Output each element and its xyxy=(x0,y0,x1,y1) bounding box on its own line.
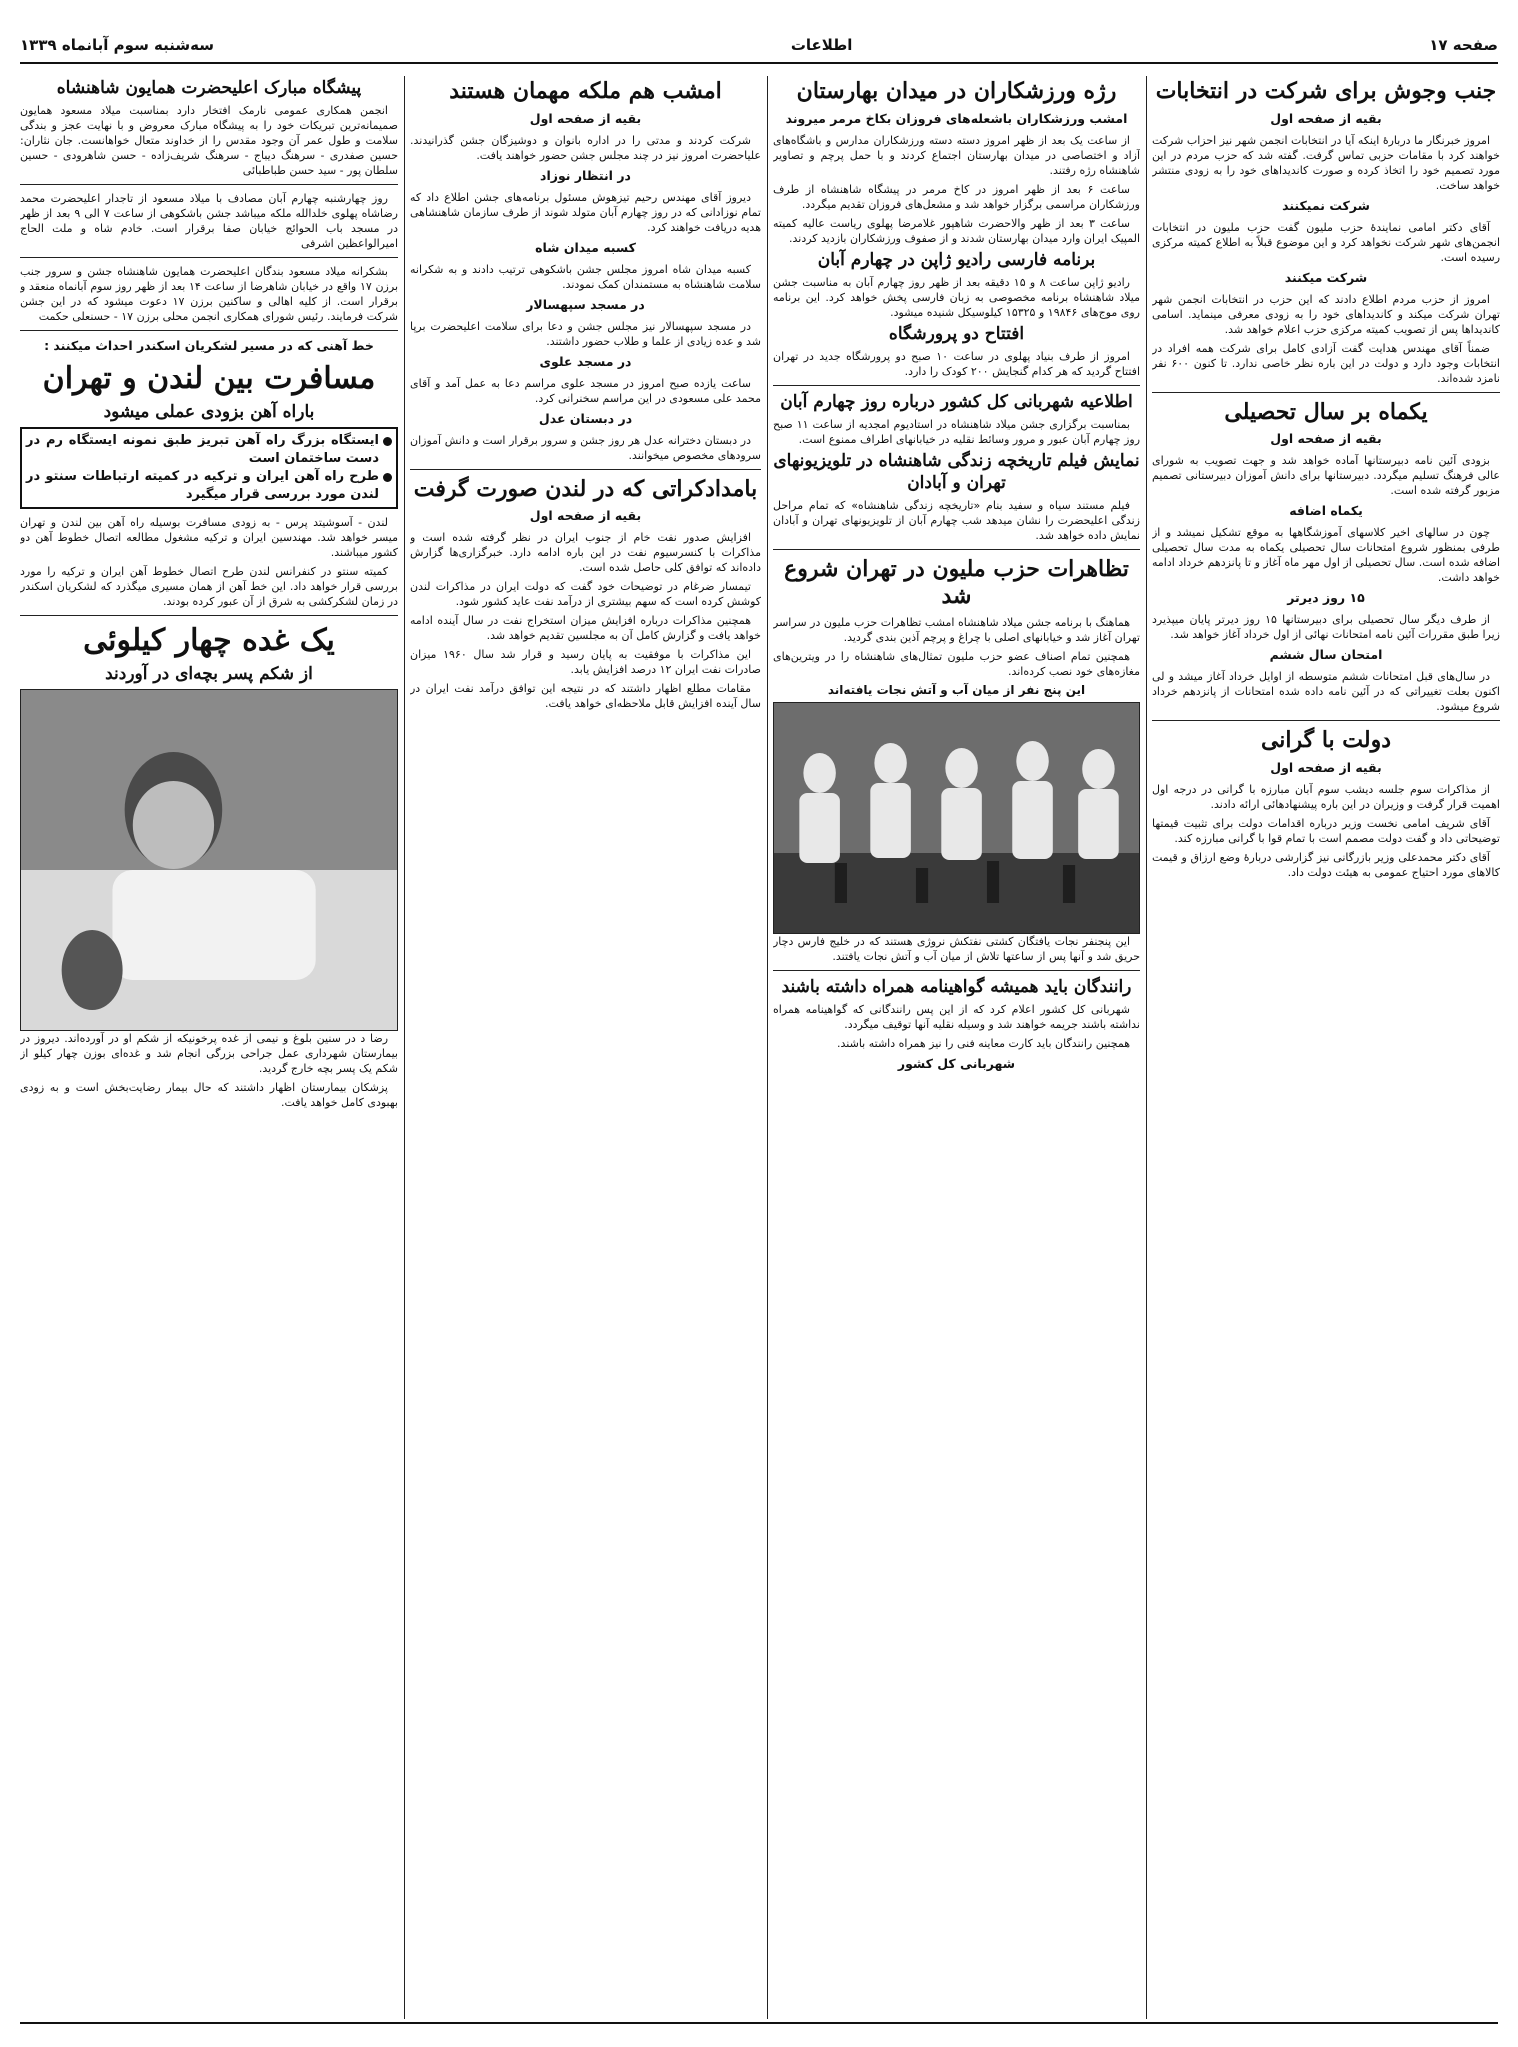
headline-parade: رژه ورزشکاران در میدان بهارستان xyxy=(796,78,1117,104)
section-rule xyxy=(20,257,398,258)
article-paragraph: آقای دکتر محمدعلی وزیر بازرگانی نیز گزارشی دربارهٔ وضع ارزاق و قیمت کالاهای مورد احتیاج عمومی به هیئت دولت داد. xyxy=(1152,850,1500,879)
section-rule xyxy=(20,184,398,185)
article-paragraph: لندن - آسوشیتد پرس - به زودی مسافرت بوسیله راه آهن بین لندن و تهران میسر خواهد شد. مهندسین ایران و ترکیه مشغول مطالعه اتصال خطوط آهن دو کشور میباشند. xyxy=(20,516,398,559)
section-rule xyxy=(1152,392,1500,393)
bullet-item xyxy=(26,468,392,504)
headline-party-rally: تظاهرات حزب ملیون در تهران شروع شد xyxy=(784,555,1129,610)
article-paragraph: دیروز آقای مهندس رحیم تیزهوش مسئول برنامه‌های جشن اطلاع داد که تمام نوزادانی که در روز چهارم آبان متولد شوند از طرف سازمان شاهنشاهی هدیه دریافت خواهند کرد. xyxy=(410,190,761,234)
article-paragraph: بزودی آئین نامه دبیرستانها آماده خواهد شد و جهت تصویب به شورای عالی فرهنگ تسلیم میگردد. دبیرستانها برای دانش آموزان دبیرستانی تصمیم مزبور گرفته شده است. xyxy=(1152,454,1500,497)
article-paragraph: شهربانی کل کشور اعلام کرد که از این پس رانندگانی که گواهینامه همراه نداشته باشند جریمه خواهند شد و وسیله نقلیه آنها توقیف میگردد. xyxy=(773,1003,1140,1031)
article-paragraph: از ساعت یک بعد از ظهر امروز دسته دسته ورزشکاران مدارس و باشگاه‌های آزاد و اختصاصی در میدان بهارستان اجتماع کردند و با حمل پرچم و تصاویر شاهنشاه رژه رفتند. xyxy=(773,133,1140,177)
masthead xyxy=(20,34,1498,56)
patient-photo xyxy=(20,689,398,1031)
headline-drivers: رانندگان باید همیشه گواهینامه همراه داشته باشند xyxy=(781,976,1132,997)
page-number: صفحه ۱۷ xyxy=(1429,36,1498,54)
article-paragraph: کسبه میدان شاه امروز مجلس جشن باشکوهی ترتیب دادند و به شکرانه سلامت شاهنشاه به مستمندان کمک نمودند. xyxy=(410,262,761,291)
issue-date: سه‌شنبه سوم آبانماه ۱۳۳۹ xyxy=(20,36,214,54)
article-paragraph: امروز از حزب مردم اطلاع دادند که این حزب در انتخابات انجمن شهر تهران شرکت میکند و کاندیداهای خود را به زودی معرفی مینماید. اسامی کاندیداها پس از تصویب کمیته مرکزی حزب اعلام خواهد شد. xyxy=(1152,292,1500,336)
section-rule xyxy=(1152,720,1500,721)
article-paragraph: فیلم مستند سیاه و سفید بنام «تاریخچه زندگی شاهنشاه» که تمام مراحل زندگی اعلیحضرت را نشان میدهد شب چهارم آبان از تلویزیونهای تهران و آبادان نمایش داده خواهد شد. xyxy=(773,498,1140,542)
headline-royal-greeting: پیشگاه مبارک اعلیحضرت همایون شاهنشاه xyxy=(56,78,362,98)
article-paragraph: پزشکان بیمارستان اظهار داشتند که حال بیمار رضایت‌بخش است و به زودی بهبودی کامل خواهد یافت. xyxy=(20,1080,398,1109)
subhead: شرکت میکنند xyxy=(1284,269,1368,285)
article-paragraph: چون در سالهای اخیر کلاسهای آموزشگاهها به موقع تشکیل نمیشد و از طرفی بمنظور شروع امتحانات سال تحصیلی یکماه به مدت سال تحصیلی اضافه شده است. سال تحصیلی از اول مهر ماه آغاز و تا پانزدهم خرداد ادامه خواهد داشت. xyxy=(1152,526,1500,584)
headline-elections: جنب وجوش برای شرکت در انتخابات xyxy=(1155,78,1497,104)
notice-paragraph: روز چهارشنبه چهارم آبان مصادف با میلاد مسعود از تاجدار اعلیحضرت محمد رضاشاه پهلوی خلدالله ملکه میباشد جشن باشکوهی از ساعت ۷ الی ۹ بعد از ظهر در مسجد باب الحوائج خیابان صفا برقرار است. خادم شاه و ملت الحاج امیرالواعظین اشرفی xyxy=(20,192,398,251)
article-paragraph: رادیو ژاپن ساعت ۸ و ۱۵ دقیقه بعد از ظهر روز چهارم آبان به مناسبت جشن میلاد شاهنشاه برنامه مخصوصی به زبان فارسی پخش خواهد کرد. این برنامه روی موج‌های ۱۹۸۴۶ و ۱۵۳۲۵ کیلوسیکل شنیده میشود. xyxy=(773,275,1140,319)
bullet-box xyxy=(20,427,398,509)
subhead: شرکت نمیکنند xyxy=(1282,197,1370,213)
notice-paragraph: بشکرانه میلاد مسعود بندگان اعلیحضرت همایون شاهنشاه جشن و سرور جنب برزن ۱۷ واقع در خیابان شاهرضا از ساعت ۱۴ بعد از ظهر روز سوم آبانماه منعقد و برقرار است. از کلیه اهالی و ساکنین برزن ۱۷ دعوت میشود که در این جشن شرکت فرمایند. رئیس شورای همکاری انجمن محلی برزن ۱۷ - حسنعلی حکمت xyxy=(20,265,398,324)
continued-label: بقیه از صفحه اول xyxy=(1270,759,1382,775)
subhead: در مسجد سپهسالار xyxy=(526,296,645,312)
subhead: در مسجد علوی xyxy=(539,353,632,369)
article-paragraph: همچنین تمام اصناف عضو حزب ملیون تمثال‌های شاهنشاه را در ویترین‌های مغازه‌های خود نصب کرده‌اند. xyxy=(773,649,1140,678)
article-paragraph: ساعت یازده صبح امروز در مسجد علوی مراسم دعا به عمل آمد و آقای محمد علی مسعودی در این مراسم سخنرانی کرد. xyxy=(410,376,761,405)
bullet-item xyxy=(26,432,392,468)
paper-name: اطلاعات xyxy=(790,36,853,54)
bullet-text: طرح راه آهن ایران و ترکیه در کمیته ارتباطات سنتو در لندن مورد بررسی قرار میگیرد xyxy=(26,469,379,502)
continued-label: بقیه از صفحه اول xyxy=(529,508,642,523)
bullet-dot-icon xyxy=(383,437,392,446)
patient-photo-figure xyxy=(21,690,397,1030)
signature: شهربانی کل کشور xyxy=(897,1056,1016,1071)
column-notices xyxy=(20,76,398,2019)
article-paragraph: ضمناً آقای مهندس هدایت گفت آزادی کامل برای شرکت همه افراد در انتخابات وجود دارد و دولت در این باره نظر خاصی ندارد. تا کنون ۶۰۰ نفر نامزد شده‌اند. xyxy=(1152,341,1500,385)
article-paragraph: در مسجد سپهسالار نیز مجلس جشن و دعا برای سلامت اعلیحضرت برپا شد و عده زیادی از علما و طلاب حضور داشتند. xyxy=(410,319,761,348)
subhead: امتحان سال ششم xyxy=(1269,647,1383,662)
section-rule xyxy=(773,385,1140,386)
article-paragraph: این مذاکرات با موفقیت به پایان رسید و قرار شد سال ۱۹۶۰ میزان صادرات نفت ایران ۱۲ درصد افزایش یابد. xyxy=(410,648,761,676)
headline-tumor: یک غده چهار کیلوئی xyxy=(83,623,335,658)
subhead: امشب ورزشکاران باشعله‌های فروزان بکاخ مرمر میروند xyxy=(785,110,1128,126)
notice-paragraph: انجمن همکاری عمومی نارمک افتخار دارد بمناسبت میلاد مسعود همایون صمیمانه‌ترین تبریکات خود را به پیشگاه مبارک معروض و با نهایت عجز و بندگی سلامت و طول عمر آن وجود مقدس را از خداوند متعال خواهانست. جان نثاران: حسین صفدری - سرهنگ دیباج - سرهنگ شریف‌زاده - حسن شاهرودی - حسین سلطان پور - سید حسن طباطبائی xyxy=(20,104,398,178)
article-paragraph: همچنین مذاکرات درباره افزایش میزان استخراج نفت در سال آینده ادامه خواهد یافت و گزارش کامل آن به مجلسین تقدیم خواهد شد. xyxy=(410,614,761,642)
footer-rule xyxy=(20,2022,1498,2024)
bullet-text: ایستگاه بزرگ راه آهن تبریز طبق نمونه ایستگاه رم در دست ساختمان است xyxy=(26,433,379,466)
article-paragraph: امروز از طرف بنیاد پهلوی در ساعت ۱۰ صبح دو پرورشگاه جدید در تهران افتتاح گردید که هر کدام گنجایش ۲۰۰ کودک را دارد. xyxy=(773,350,1140,378)
headline-police-notice: اطلاعیه شهربانی کل کشور درباره روز چهارم آبان xyxy=(780,392,1133,412)
survivors-photo xyxy=(773,702,1140,934)
headline-inflation: دولت با گرانی xyxy=(1260,727,1392,753)
bullet-dot-icon xyxy=(383,473,392,482)
article-paragraph: امروز خبرنگار ما دربارهٔ اینکه آیا در انتخابات انجمن شهر نیز احزاب شرکت خواهند کرد با مقامات حزبی تماس گرفت. گفته شد که حزب مردم در این مورد تصمیم خود را اتخاذ کرده و صورت کاندیداهای خود را به زودی منتشر خواهد ساخت. xyxy=(1152,133,1500,192)
article-paragraph: آقای شریف امامی نخست وزیر درباره اقدامات دولت برای تثبیت قیمتها توضیحاتی داد و گفت دولت مصمم است با تمام قوا با گرانی مبارزه کند. xyxy=(1152,816,1500,845)
headline-radio-japan: برنامه فارسی رادیو ژاپن در چهارم آبان xyxy=(817,249,1096,270)
column-elections xyxy=(1152,76,1500,2019)
section-rule xyxy=(773,549,1140,550)
headline-london-talks: بامدادکراتی که در لندن صورت گرفت xyxy=(413,475,758,502)
headline-tv-film: نمایش فیلم تاریخچه زندگی شاهنشاه در تلویزیونهای تهران و آبادان xyxy=(773,451,1140,493)
headline-railway: مسافرت بین لندن و تهران xyxy=(42,361,376,397)
headline-orphanage: افتتاح دو پرورشگاه xyxy=(888,323,1025,344)
article-paragraph: در سال‌های قبل امتحانات ششم متوسطه از اوایل خرداد آغاز میشد و لی اکنون بعلت تغییراتی که در آئین نامه داده شده امتحانات از پانزدهم خرداد شروع میشود. xyxy=(1152,670,1500,713)
article-paragraph: ساعت ۳ بعد از ظهر والاحضرت شاهپور غلامرضا پهلوی ریاست عالیه کمیته المپیک ایران وارد میدان بهارستان شدند و از صفوف ورزشکاران بازدید کردند. xyxy=(773,216,1140,245)
headline-school-year: یکماه بر سال تحصیلی xyxy=(1224,398,1428,425)
article-paragraph: ساعت ۶ بعد از ظهر امروز در کاخ مرمر در پیشگاه شاهنشاه از طرف ورزشکاران مراسمی برگزار خواهد شد و مشعل‌های فروزان تقدیم میگردد. xyxy=(773,182,1140,211)
article-paragraph: بمناسبت برگزاری جشن میلاد شاهنشاه در استادیوم امجدیه از ساعت ۱۱ صبح روز چهارم آبان عبور و مرور وسائط نقلیه در خیابانهای اطراف ممنوع است. xyxy=(773,418,1140,447)
column-queen xyxy=(410,76,761,2019)
banner-kicker: خط آهنی که در مسیر لشکریان اسکندر احداث میکنند : xyxy=(44,338,374,354)
article-paragraph: همچنین رانندگان باید کارت معاینه فنی را نیز همراه داشته باشند. xyxy=(837,1037,1130,1050)
photo-caption: این پنج نفر از میان آب و آتش نجات یافته‌اند xyxy=(827,682,1086,697)
section-rule xyxy=(20,615,398,616)
continued-label: بقیه از صفحه اول xyxy=(529,110,642,126)
subhead: در دبستان عدل xyxy=(538,410,633,426)
column-divider xyxy=(1146,76,1147,2019)
subhead: یکماه اضافه xyxy=(1289,503,1363,518)
section-rule xyxy=(410,469,761,470)
article-paragraph: این پنجنفر نجات یافتگان کشتی نفتکش نروژی هستند که در خلیج فارس دچار حریق شد و آنها پس از ساعتها تلاش از میان آب و آتش نجات یافتند. xyxy=(773,934,1140,963)
article-paragraph: از مذاکرات سوم جلسه دیشب سوم آبان مبارزه با گرانی در درجه اول اهمیت قرار گرفت و وزیران در این باره پیشنهادهائی ارائه دادند. xyxy=(1152,782,1500,811)
survivors-photo-figures xyxy=(774,703,1139,933)
section-rule xyxy=(773,970,1140,971)
subhead: در انتظار نوزاد xyxy=(540,167,631,183)
article-paragraph: آقای دکتر امامی نمایندهٔ حزب ملیون گفت حزب ملیون در انتخابات انجمن‌های شهر شرکت نخواهد کرد و این موضوع قبلاً به اطلاع کمیته مرکزی رسیده است. xyxy=(1152,220,1500,264)
column-athletes xyxy=(773,76,1140,2019)
headline-queen: امشب هم ملکه مهمان هستند xyxy=(449,78,722,104)
article-paragraph: از طرف دیگر سال تحصیلی برای دبیرستانها ۱۵ روز دیرتر پایان میپذیرد زیرا طبق مقررات آئین نامه امتحانات نهائی از اول خرداد آغاز خواهد شد. xyxy=(1152,613,1500,641)
column-divider xyxy=(767,76,768,2019)
continued-label: بقیه از صفحه اول xyxy=(1270,431,1382,446)
continued-label: بقیه از صفحه اول xyxy=(1270,110,1382,126)
subhead: کسبه میدان شاه xyxy=(535,239,636,255)
article-paragraph: مقامات مطلع اظهار داشتند که در نتیجه این توافق درآمد نفت ایران در سال آینده افزایش قابل ملاحظه‌ای خواهد یافت. xyxy=(410,682,761,710)
subheadline-tumor: از شکم پسر بچه‌ای در آوردند xyxy=(105,663,313,684)
article-paragraph: در دبستان دخترانه عدل هر روز جشن و سرور برقرار است و دانش آموزان سرودهای مخصوص میخوانند. xyxy=(410,433,761,462)
header-rule xyxy=(20,62,1498,64)
article-paragraph: افزایش صدور نفت خام از جنوب ایران در نظر گرفته شده است و مذاکرات با کنسرسیوم نفت در این باره ادامه دارد. خبرگزاری‌ها گزارش داده‌اند که توافق کلی حاصل شده است. xyxy=(410,531,761,574)
subhead: ۱۵ روز دیرتر xyxy=(1287,590,1365,605)
article-paragraph: تیمسار ضرغام در توضیحات خود گفت که دولت ایران در مذاکرات لندن کوشش کرده است که سهم بیشتری از درآمد نفت عاید کشور شود. xyxy=(410,580,761,608)
article-paragraph: کمیته سنتو در کنفرانس لندن طرح اتصال خطوط آهن ایران و ترکیه را مورد بررسی قرار خواهد داد. این خط آهن از همان مسیری میگذرد که لشکریان اسکندر در زمان لشکرکشی به شرق از آن عبور کرده بودند. xyxy=(20,565,398,608)
article-paragraph: هماهنگ با برنامه جشن میلاد شاهنشاه امشب تظاهرات حزب ملیون در سراسر تهران آغاز شد و خیابانهای اصلی با چراغ و پرچم آذین بندی گردید. xyxy=(773,615,1140,644)
article-paragraph: شرکت کردند و مدتی را در اداره بانوان و دوشیزگان جشن گذرانیدند. علیاحضرت امروز نیز در چند مجلس جشن حضور خواهند یافت. xyxy=(410,133,761,162)
subheadline-railway: باراه آهن بزودی عملی میشود xyxy=(103,401,315,422)
article-paragraph: رضا د در سنین بلوغ و نیمی از غده پرخونیکه از شکم او در آورده‌اند. دیروز در بیمارستان شهرداری عمل جراحی بزرگی انجام شد و غده‌ای بوزن چهار کیلو از شکم یک پسر بچه خارج گردید. xyxy=(20,1031,398,1075)
section-rule xyxy=(20,330,398,331)
column-divider xyxy=(404,76,405,2019)
